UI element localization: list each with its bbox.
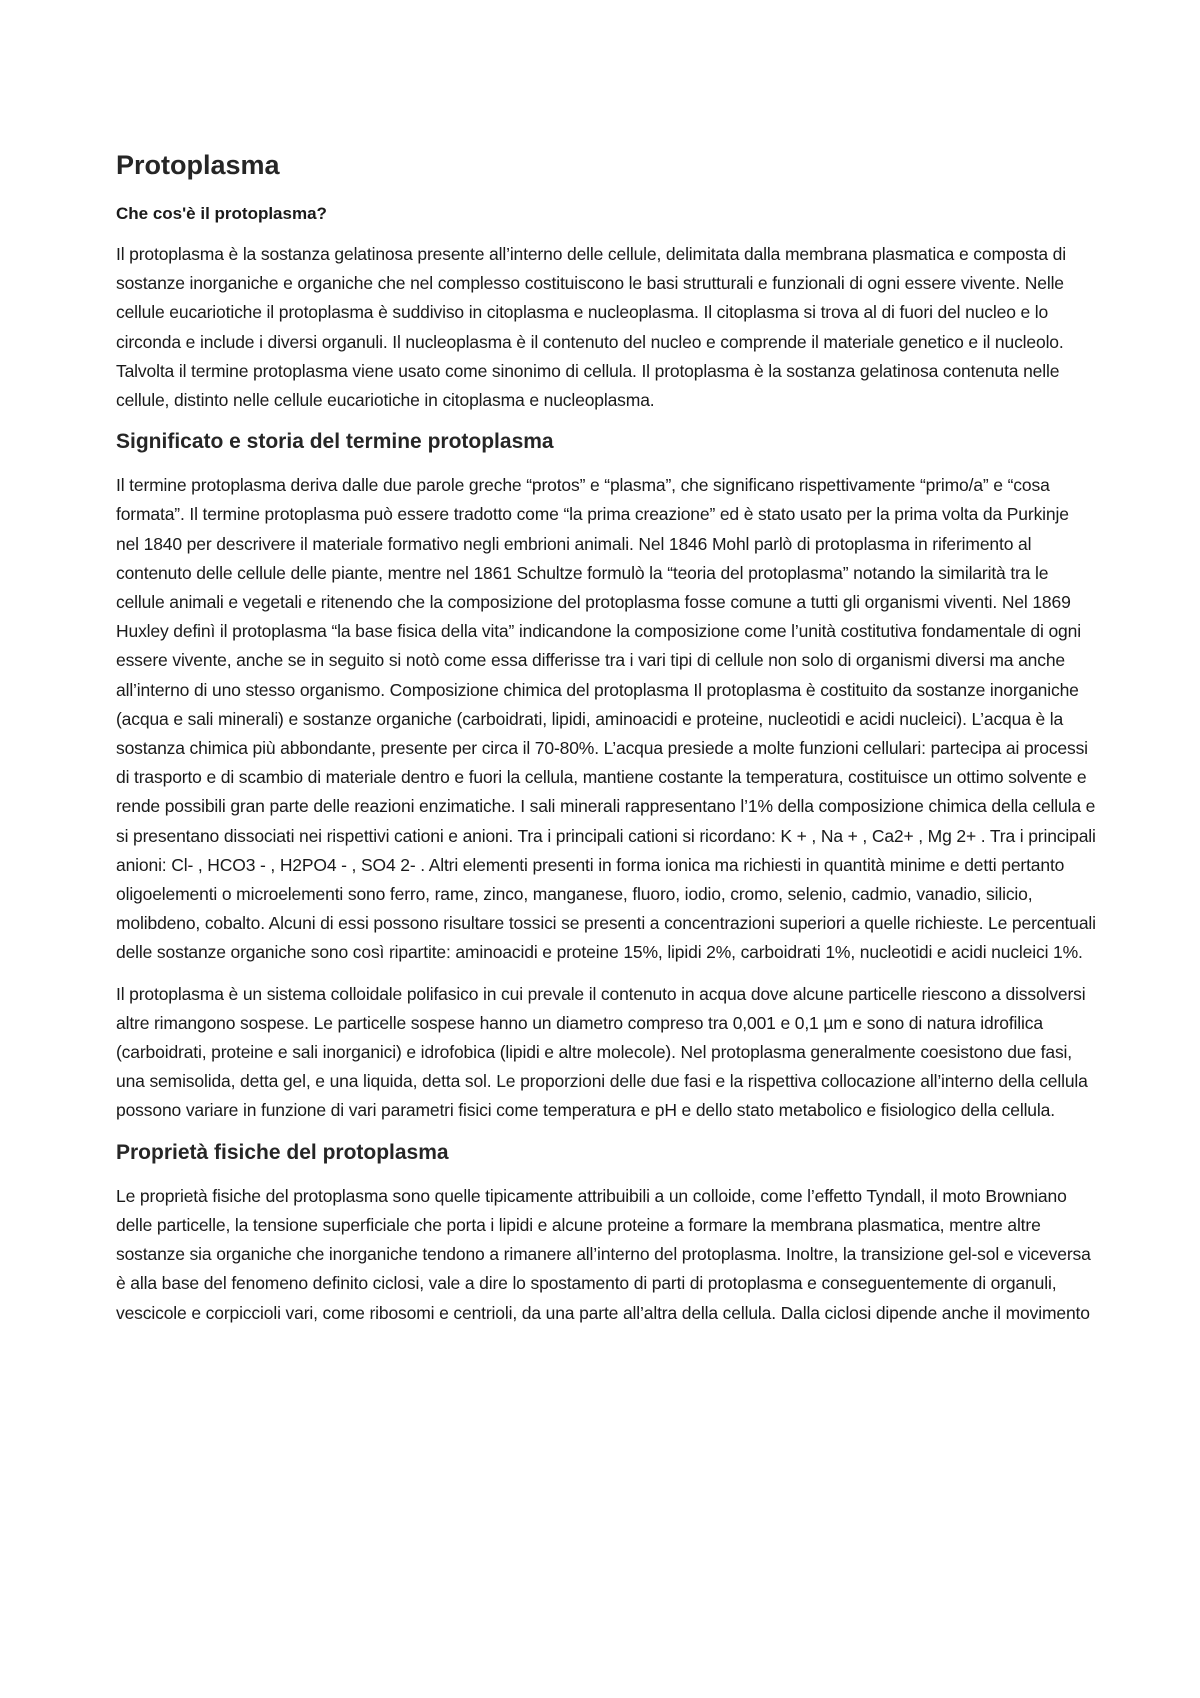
paragraph-history: Il termine protoplasma deriva dalle due parole greche “protos” e “plasma”, che significano rispettivamente “primo/a” e “cosa formata”. Il termine protoplasma può essere tradotto come “la prima creazione” ed è stato usato per la prima volta da Purkinje nel 1840 per descrivere il materiale formativo negli embrioni animali. Nel 1846 Mohl parlò di protoplasma in riferimento al contenuto delle cellule delle piante, mentre nel 1861 Schultze formulò la “teoria del protoplasma” notando la similarità tra le cellule animali e vegetali e ritenendo che la composizione del protoplasma fosse comune a tutti gli organismi viventi. Nel 1869 Huxley definì il protoplasma “la base fisica della vita” indicandone la composizione come l’unità costitutiva fondamentale di ogni essere vivente, anche se in seguito si notò come essa differisse tra i vari tipi di cellule non solo di organismi diversi ma anche all’interno di uno stesso organismo. Composizione chimica del protoplasma Il protoplasma è costituito da sostanze inorganiche (acqua e sali minerali) e sostanze organiche (carboidrati, lipidi, aminoacidi e proteine, nucleotidi e acidi nucleici). L’acqua è la sostanza chimica più abbondante, presente per circa il 70-80%. L’acqua presiede a molte funzioni cellulari: partecipa ai processi di trasporto e di scambio di materiale dentro e fuori la cellula, mantiene costante la temperatura, costituisce un ottimo solvente e rende possibili gran parte delle reazioni enzimatiche. I sali minerali rappresentano l’1% della composizione chimica della cellula e si presentano dissociati nei rispettivi cationi e anioni. Tra i principali cationi si ricordano: K + , Na + , Ca2+ , Mg 2+ . Tra i principali anioni: Cl- , HCO3 - , H2PO4 - , SO4 2- . Altri elementi presenti in forma ionica ma richiesti in quantità minime e detti pertanto oligoelementi o microelementi sono ferro, rame, zinco, manganese, fluoro, iodio, cromo, selenio, cadmio, vanadio, silicio, molibdeno, cobalto. Alcuni di essi possono risultare tossici se presenti a concentrazioni superiori a quelle richieste. Le percentuali delle sostanze organiche sono così ripartite: aminoacidi e proteine 15%, lipidi 2%, carboidrati 1%, nucleotidi e acidi nucleici 1%. <box>116 475 1096 963</box>
document-page <box>116 148 1096 1340</box>
heading-history: Significato e storia del termine protoplasma <box>116 430 554 454</box>
section-subtitle: Che cos'è il protoplasma? <box>116 204 327 223</box>
page-title: Protoplasma <box>116 150 280 180</box>
paragraph-colloid: Il protoplasma è un sistema colloidale polifasico in cui prevale il contenuto in acqua dove alcune particelle riescono a dissolversi altre rimangono sospese. Le particelle sospese hanno un diametro compreso tra 0,001 e 0,1 µm e sono di natura idrofilica (carboidrati, proteine e sali inorganici) e idrofobica (lipidi e altre molecole). Nel protoplasma generalmente coesistono due fasi, una semisolida, detta gel, e una liquida, detta sol. Le proporzioni delle due fasi e la rispettiva collocazione all’interno della cellula possono variare in funzione di vari parametri fisici come temperatura e pH e dello stato metabolico e fisiologico della cellula. <box>116 983 1088 1121</box>
paragraph-intro: Il protoplasma è la sostanza gelatinosa presente all’interno delle cellule, delimitata dalla membrana plasmatica e composta di sostanze inorganiche e organiche che nel complesso costituiscono le basi strutturali e funzionali di ogni essere vivente. Nelle cellule eucariotiche il protoplasma è suddiviso in citoplasma e nucleoplasma. Il citoplasma si trova al di fuori del nucleo e lo circonda e include i diversi organuli. Il nucleoplasma è il contenuto del nucleo e comprende il materiale genetico e il nucleolo. Talvolta il termine protoplasma viene usato come sinonimo di cellula. Il protoplasma è la sostanza gelatinosa contenuta nelle cellule, distinto nelle cellule eucariotiche in citoplasma e nucleoplasma. <box>116 244 1066 411</box>
heading-physical-properties: Proprietà fisiche del protoplasma <box>116 1140 449 1164</box>
paragraph-physical-properties: Le proprietà fisiche del protoplasma sono quelle tipicamente attribuibili a un colloide, come l’effetto Tyndall, il moto Browniano delle particelle, la tensione superficiale che porta i lipidi e alcune proteine a formare la membrana plasmatica, mentre altre sostanze sia organiche che inorganiche tendono a rimanere all’interno del protoplasma. Inoltre, la transizione gel-sol e viceversa è alla base del fenomeno definito ciclosi, vale a dire lo spostamento di parti di protoplasma e conseguentemente di organuli, vescicole e corpiccioli vari, come ribosomi e centrioli, da una parte all’altra della cellula. Dalla ciclosi dipende anche il movimento <box>116 1185 1091 1323</box>
